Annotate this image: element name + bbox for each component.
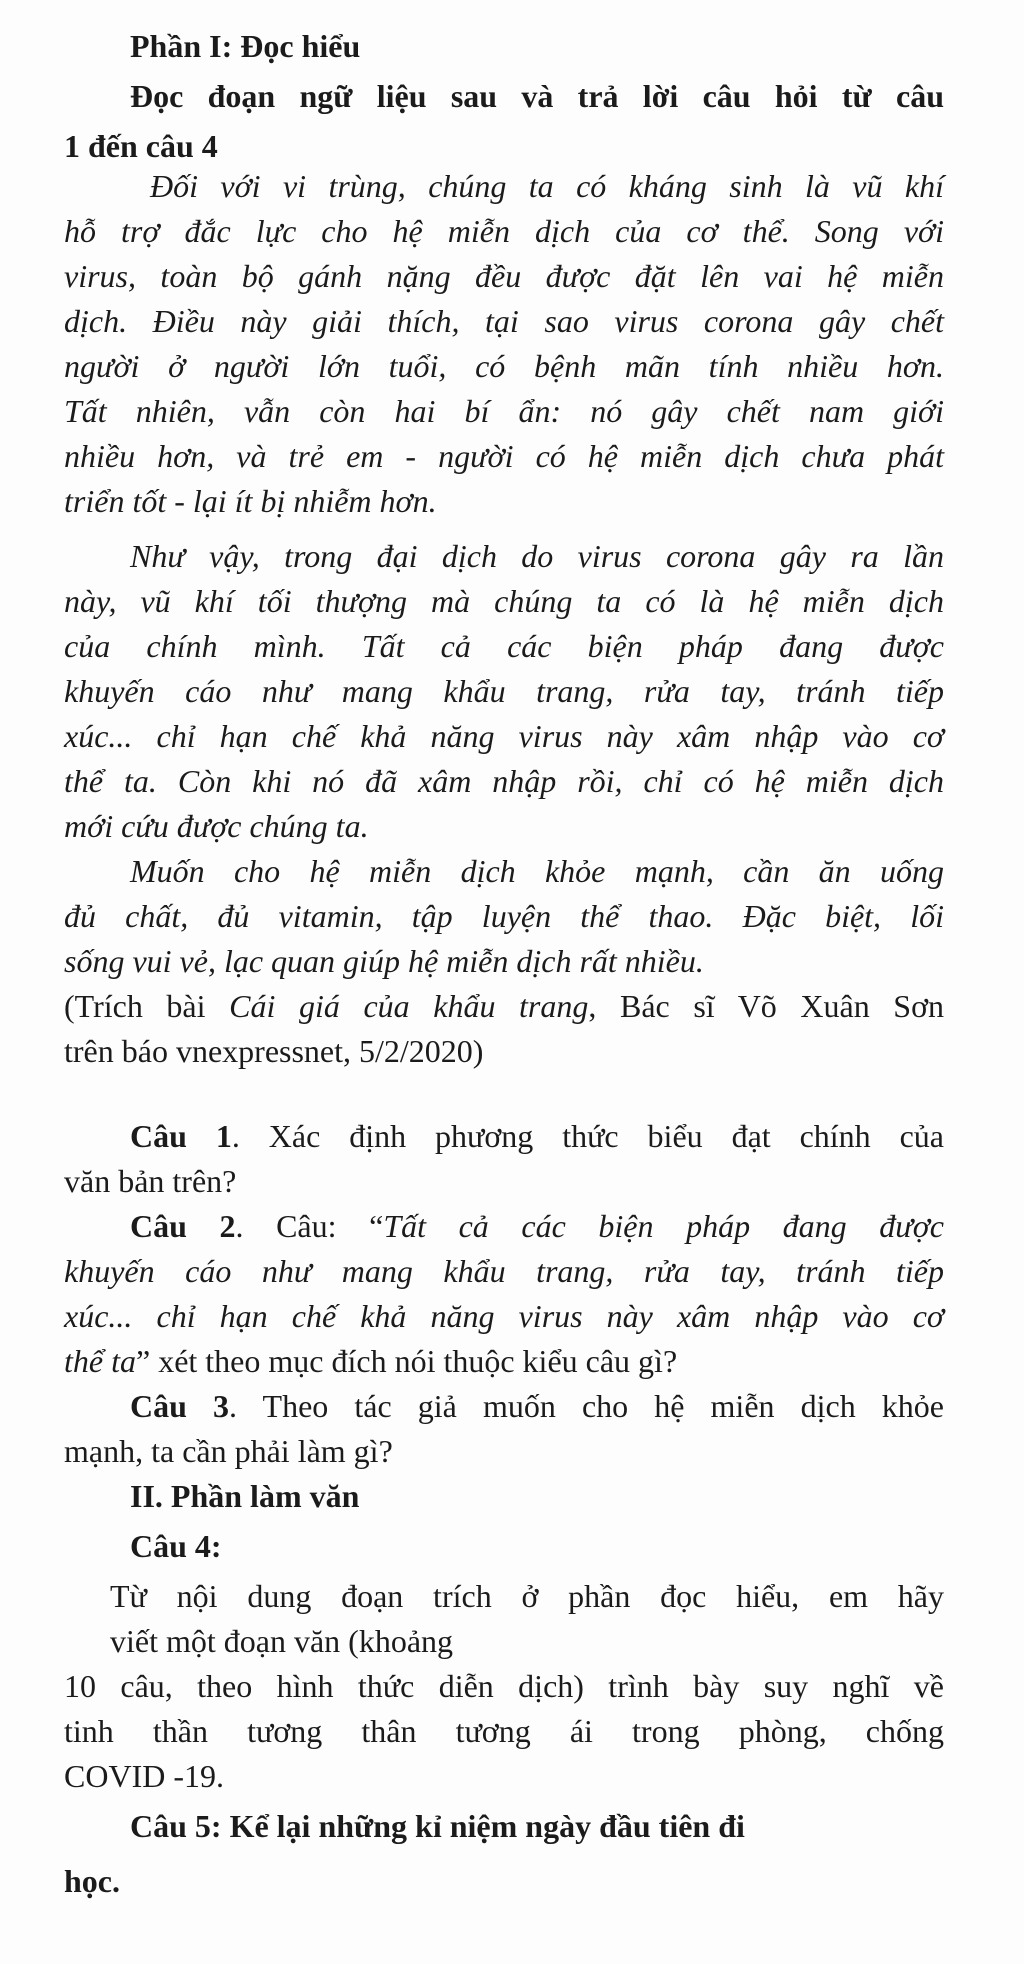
question-4-line2: viết một đoạn văn (khoảng <box>110 1623 454 1659</box>
source-author: , Bác sĩ Võ Xuân Sơn <box>588 988 945 1024</box>
passage-p1-line3: virus, toàn bộ gánh nặng đều được đặt lên vai hệ miễn <box>64 258 944 294</box>
part1-instruction-line1: Đọc đoạn ngữ liệu sau và trả lời câu hỏi từ câu <box>130 78 944 114</box>
source-citation-line1 <box>64 986 944 1026</box>
question-3-line1 <box>130 1386 944 1426</box>
passage-p1-line2: hỗ trợ đắc lực cho hệ miễn dịch của cơ thể. Song với <box>64 213 944 249</box>
question-2-line1 <box>130 1206 944 1246</box>
source-article-title: Cái giá của khẩu trang <box>229 988 589 1024</box>
question-1-text: . Xác định phương thức biểu đạt chính của <box>231 1118 944 1154</box>
question-2-line4 <box>64 1341 944 1381</box>
passage-p2-line3: của chính mình. Tất cả các biện pháp đang được <box>64 628 944 664</box>
passage-p3-line2: đủ chất, đủ vitamin, tập luyện thể thao. Đặc biệt, lối <box>64 898 944 934</box>
question-2-line2: khuyến cáo như mang khẩu trang, rửa tay, tránh tiếp <box>64 1253 944 1289</box>
question-1-line1 <box>130 1116 944 1156</box>
question-2-quote-start: Tất cả các biện pháp đang được <box>383 1208 945 1244</box>
source-citation-line2: trên báo vnexpressnet, 5/2/2020) <box>64 1033 484 1069</box>
passage-p2-line5: xúc... chỉ hạn chế khả năng virus này xâm nhập vào cơ <box>64 718 944 754</box>
question-4-line1: Từ nội dung đoạn trích ở phần đọc hiểu, em hãy <box>110 1578 944 1614</box>
question-2-quote-end: thể ta <box>64 1343 136 1379</box>
passage-p2-line1: Như vậy, trong đại dịch do virus corona gây ra lần <box>130 538 944 574</box>
question-3-label: Câu 3 <box>130 1388 230 1424</box>
passage-p1-line4: dịch. Điều này giải thích, tại sao virus corona gây chết <box>64 303 944 339</box>
passage-p1-line5: người ở người lớn tuổi, có bệnh mãn tính nhiều hơn. <box>64 348 944 384</box>
passage-p3-line3: sống vui vẻ, lạc quan giúp hệ miễn dịch rất nhiều. <box>64 943 704 979</box>
passage-p2-line2: này, vũ khí tối thượng mà chúng ta có là hệ miễn dịch <box>64 583 944 619</box>
question-3-line2: mạnh, ta cần phải làm gì? <box>64 1433 393 1469</box>
question-5-line1: Câu 5: Kể lại những kỉ niệm ngày đầu tiên đi <box>130 1808 745 1844</box>
source-prefix: (Trích bài <box>64 988 230 1024</box>
passage-p1-line6: Tất nhiên, vẫn còn hai bí ẩn: nó gây chết nam giới <box>64 393 944 429</box>
question-1-line2: văn bản trên? <box>64 1163 237 1199</box>
question-3-text: . Theo tác giả muốn cho hệ miễn dịch khỏe <box>229 1388 945 1424</box>
part1-title: Phần I: Đọc hiểu <box>130 28 361 64</box>
passage-p2-line4: khuyến cáo như mang khẩu trang, rửa tay, tránh tiếp <box>64 673 944 709</box>
question-2-text-end: ” xét theo mục đích nói thuộc kiểu câu gì? <box>135 1343 678 1379</box>
part2-title: II. Phần làm văn <box>130 1478 360 1514</box>
question-1-label: Câu 1 <box>130 1118 232 1154</box>
passage-p1-line8: triển tốt - lại ít bị nhiễm hơn. <box>64 483 437 519</box>
question-2-line3: xúc... chỉ hạn chế khả năng virus này xâm nhập vào cơ <box>64 1298 944 1334</box>
question-2-text-start: . Câu: “ <box>235 1208 384 1244</box>
question-4-line5: COVID -19. <box>64 1758 224 1794</box>
question-2-label: Câu 2 <box>130 1208 236 1244</box>
question-4-label: Câu 4: <box>130 1528 222 1564</box>
question-5-line2: học. <box>64 1863 120 1899</box>
question-4-line3: 10 câu, theo hình thức diễn dịch) trình bày suy nghĩ về <box>64 1668 944 1704</box>
passage-p2-line7: mới cứu được chúng ta. <box>64 808 369 844</box>
passage-p2-line6: thể ta. Còn khi nó đã xâm nhập rồi, chỉ có hệ miễn dịch <box>64 763 944 799</box>
passage-p3-line1: Muốn cho hệ miễn dịch khỏe mạnh, cần ăn uống <box>130 853 944 889</box>
part1-instruction-line2: 1 đến câu 4 <box>64 128 218 164</box>
passage-p1-line7: nhiều hơn, và trẻ em - người có hệ miễn dịch chưa phát <box>64 438 944 474</box>
passage-p1-line1: Đối với vi trùng, chúng ta có kháng sinh là vũ khí <box>150 168 944 204</box>
question-4-line4: tinh thần tương thân tương ái trong phòng, chống <box>64 1713 944 1749</box>
